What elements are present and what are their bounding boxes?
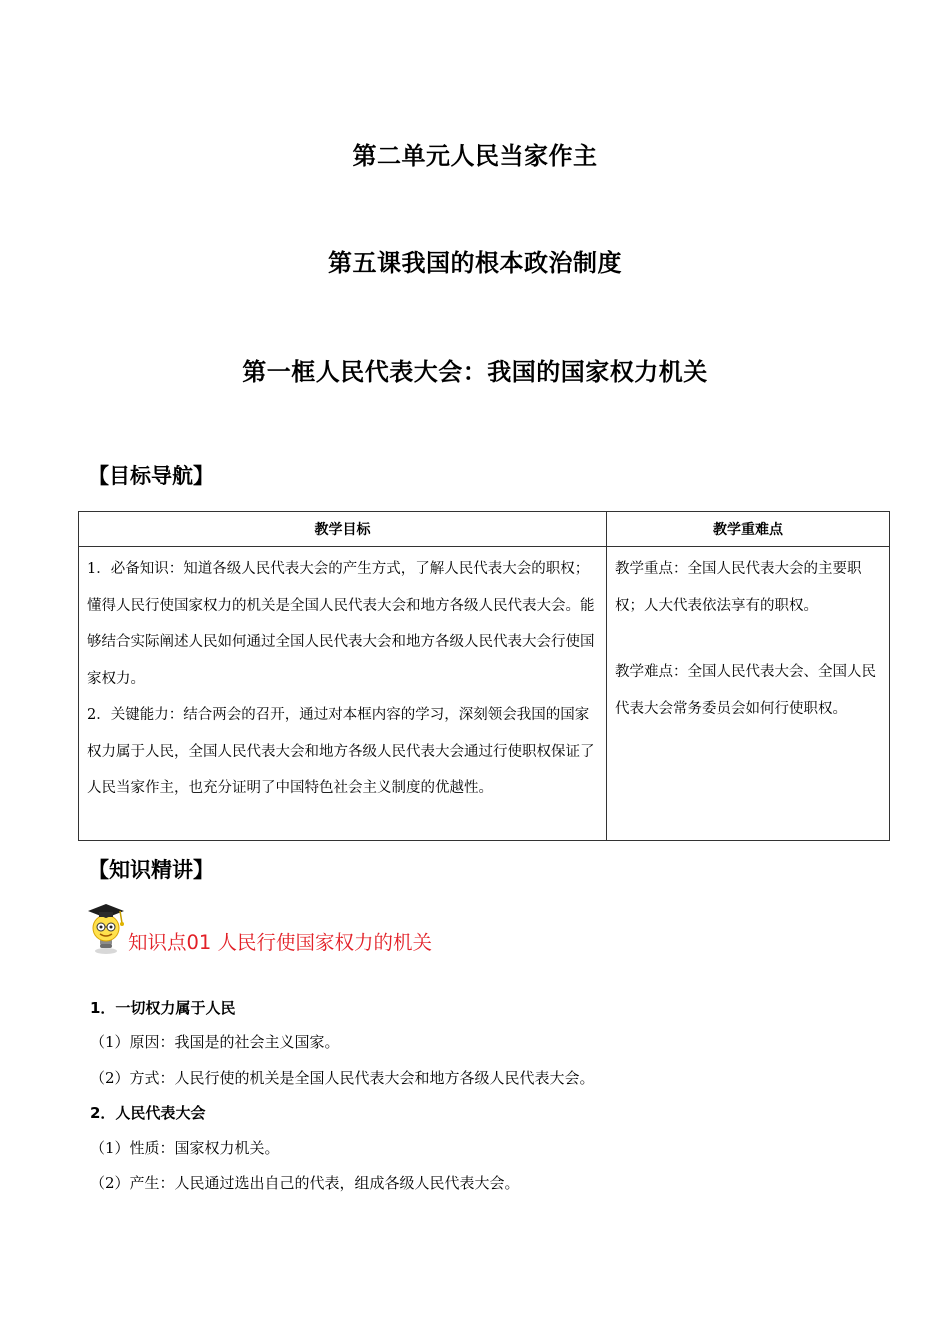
point-2-formation: （2）产生：人民通过选出自己的代表，组成各级人民代表大会。: [90, 1174, 520, 1192]
key-points-header: 教学重难点: [607, 512, 890, 547]
objective-2: 2．关键能力：结合两会的召开，通过对本框内容的学习，深刻领会我国的国家权力属于人民，全国人民代表大会和地方各级人民代表大会通过行使职权保证了人民当家作主，也充分证明了中国特色社会主义制度的优越性。: [87, 707, 595, 796]
scholar-bulb-icon: [86, 901, 126, 959]
objective-1: 1．必备知识：知道各级人民代表大会的产生方式，了解人民代表大会的职权；懂得人民行使国家权力的机关是全国人民代表大会和地方各级人民代表大会。能够结合实际阐述人民如何通过全国人民代表大会和地方各级人民代表大会行使国家权力。: [87, 561, 595, 687]
frame-title: 第一框人民代表大会：我国的国家权力机关: [242, 358, 708, 386]
goal-table: [78, 511, 890, 841]
teaching-difficulty: 教学难点：全国人民代表大会、全国人民代表大会常务委员会如何行使职权。: [615, 664, 876, 717]
point-1-heading: 1．一切权力属于人民: [90, 999, 236, 1017]
unit-title: 第二单元人民当家作主: [352, 142, 598, 170]
knowledge-heading: 【知识精讲】: [88, 858, 214, 882]
goal-nav-heading: 【目标导航】: [88, 464, 214, 488]
objectives-header: 教学目标: [79, 512, 607, 547]
point-1-method: （2）方式：人民行使的机关是全国人民代表大会和地方各级人民代表大会。: [90, 1069, 595, 1087]
teaching-focus: 教学重点：全国人民代表大会的主要职权；人大代表依法享有的职权。: [615, 561, 862, 614]
point-1-reason: （1）原因：我国是的社会主义国家。: [90, 1033, 340, 1051]
lesson-title: 第五课我国的根本政治制度: [328, 249, 622, 277]
point-2-nature: （1）性质：国家权力机关。: [90, 1139, 280, 1157]
objectives-cell: [79, 547, 607, 841]
point-2-heading: 2．人民代表大会: [90, 1104, 206, 1122]
knowledge-point-title: 知识点01 人民行使国家权力的机关: [128, 931, 433, 954]
knowledge-point-header: [86, 903, 432, 959]
key-points-cell: [607, 547, 890, 841]
